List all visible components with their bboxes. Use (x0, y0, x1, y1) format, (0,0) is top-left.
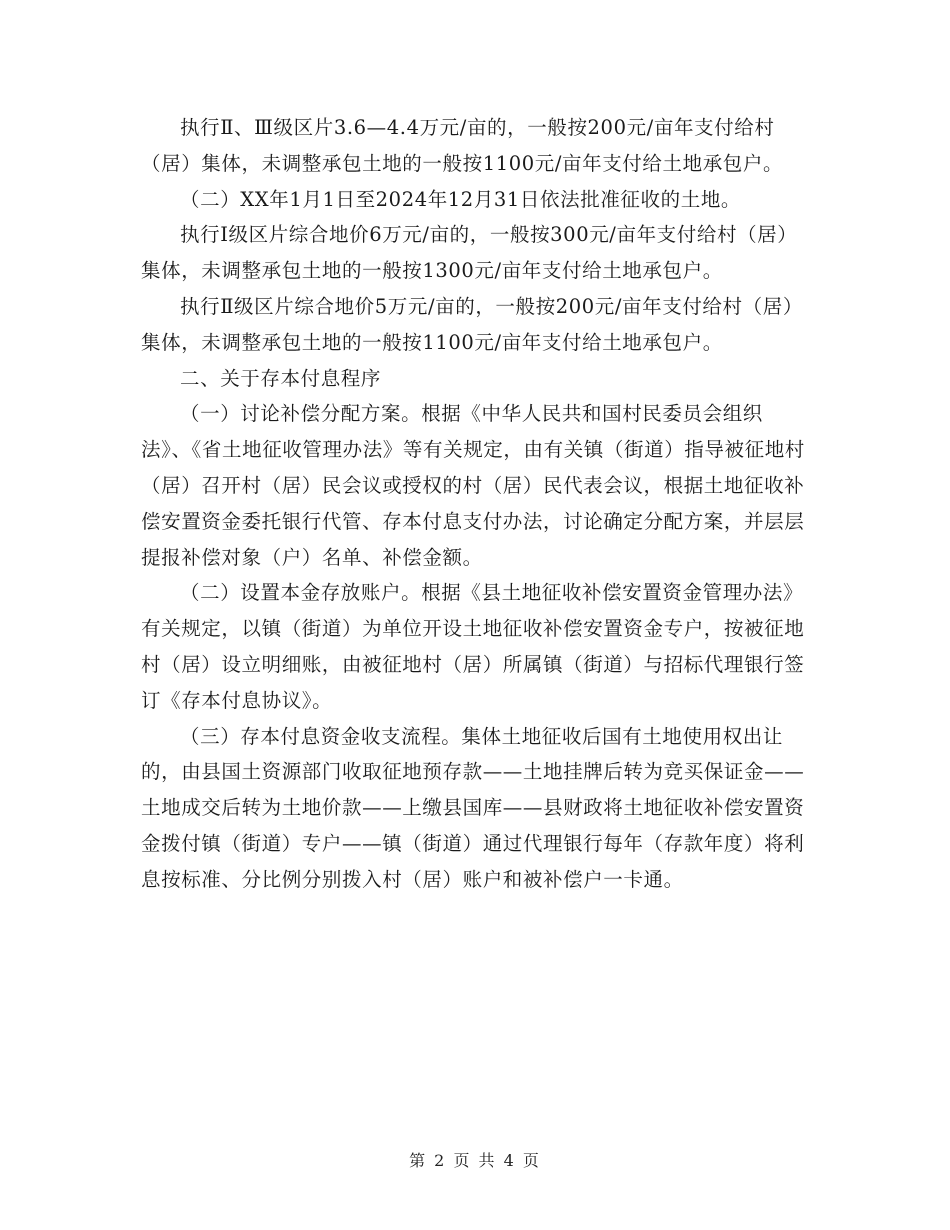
page-number-footer: 第 2 页 共 4 页 (409, 1151, 541, 1170)
paragraph-zone-1-rates: 执行Ⅰ级区片综合地价6万元/亩的，一般按300元/亩年支付给村（居）集体，未调整承包土地的一般按1300元/亩年支付给土地承包户。 (141, 223, 798, 283)
document-body (141, 110, 809, 898)
heading-deposit-procedure: 二、关于存本付息程序 (180, 366, 382, 390)
paragraph-section-2-heading: （二）XX年1月1日至2024年12月31日依法批准征收的土地。 (180, 187, 742, 211)
paragraph-discuss-plan: （一）讨论补偿分配方案。根据《中华人民共和国村民委员会组织法》、《省土地征收管理办法》等有关规定，由有关镇（街道）指导被征地村（居）召开村（居）民会议或授权的村（居）民代表会议，根据土地征收补偿安置资金委托银行代管、存本付息支付办法，讨论确定分配方案，并层层提报补偿对象（户）名单、补偿金额。 (141, 402, 805, 569)
paragraph-zone-2-3-rates: 执行Ⅱ、Ⅲ级区片3.6—4.4万元/亩的，一般按200元/亩年支付给村（居）集体，未调整承包土地的一般按1100元/亩年支付给土地承包户。 (141, 116, 784, 175)
paragraph-zone-2-rates: 执行Ⅱ级区片综合地价5万元/亩的，一般按200元/亩年支付给村（居）集体，未调整承包土地的一般按1100元/亩年支付给土地承包户。 (141, 294, 803, 354)
paragraph-fund-flow: （三）存本付息资金收支流程。集体土地征收后国有土地使用权出让的，由县国土资源部门收取征地预存款——土地挂牌后转为竞买保证金——土地成交后转为土地价款——上缴县国库——县财政将土地征收补偿安置资金拨付镇（街道）专户——镇（街道）通过代理银行每年（存款年度）将利息按标准、分比例分别拨入村（居）账户和被补偿户一卡通。 (141, 724, 805, 891)
paragraph-principal-account: （二）设置本金存放账户。根据《县土地征收补偿安置资金管理办法》有关规定，以镇（街道）为单位开设土地征收补偿安置资金专户，按被征地村（居）设立明细账，由被征地村（居）所属镇（街道）与招标代理银行签订《存本付息协议》。 (141, 581, 805, 712)
